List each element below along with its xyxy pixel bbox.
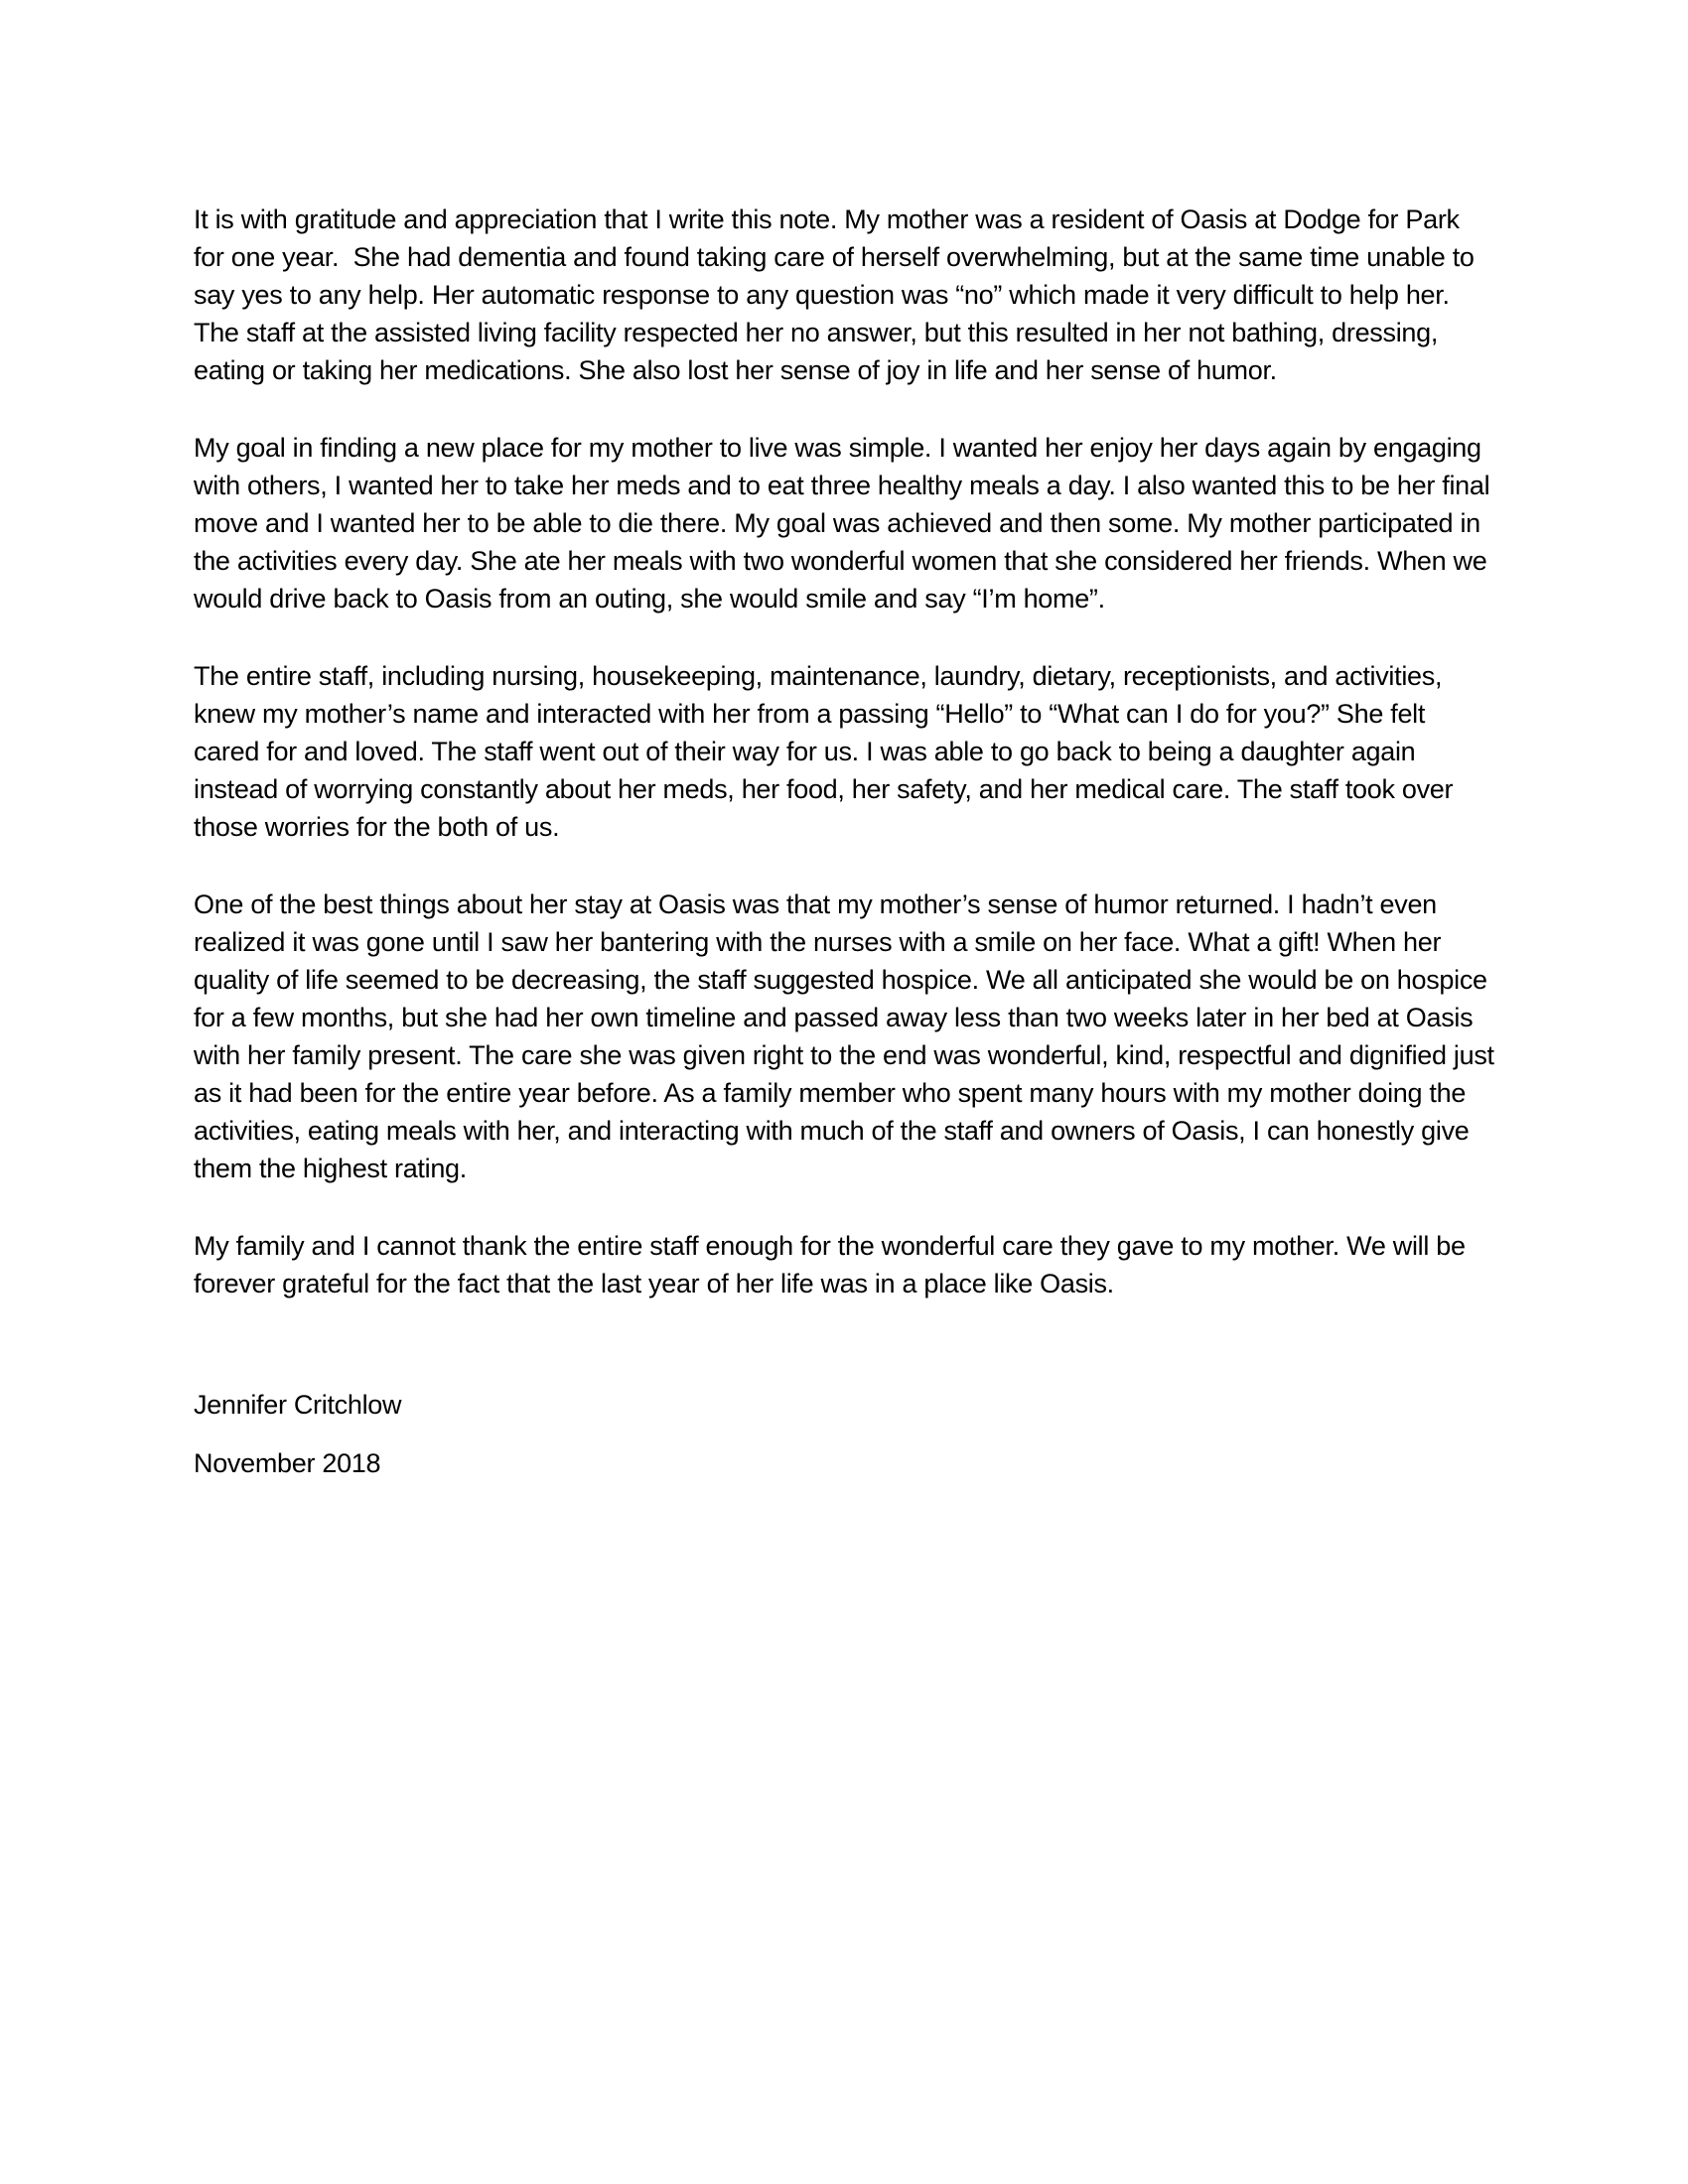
letter-paragraph-1: It is with gratitude and appreciation that I write this note. My mother was a resident of Oasis at Dodge for Park for one year. She had dementia and found taking care of herself overwhelming, but at the same time unable to say yes to any help. Her automatic response to any question was “no” which made it very difficult to help her. The staff at the assisted living facility respected her no answer, but this resulted in her not bathing, dressing, eating or taking her medications. She also lost her sense of joy in life and her sense of humor. [194, 205, 1481, 385]
letter-paragraph-3: The entire staff, including nursing, housekeeping, maintenance, laundry, dietary, receptionists, and activities, knew my mother’s name and interacted with her from a passing “Hello” to “What can I do for you?” She felt cared for and loved. The staff went out of their way for us. I was able to go back to being a daughter again instead of worrying constantly about her meds, her food, her safety, and her medical care. The staff took over those worries for the both of us. [194, 661, 1461, 842]
signature-name: Jennifer Critchlow [194, 1390, 402, 1420]
letter-paragraph-2: My goal in finding a new place for my mother to live was simple. I wanted her enjoy her days again by engaging with others, I wanted her to take her meds and to eat three healthy meals a day. I also wanted this to be her final move and I wanted her to be able to die there. My goal was achieved and then some. My mother participated in the activities every day. She ate her meals with two wonderful women that she considered her friends. When we would drive back to Oasis from an outing, she would smile and say “I’m home”. [194, 433, 1497, 614]
signature-date: November 2018 [194, 1448, 381, 1478]
letter-paragraph-4: One of the best things about her stay at Oasis was that my mother’s sense of humor returned. I hadn’t even realized it was gone until I saw her bantering with the nurses with a smile on her face. What a gift! When her quality of life seemed to be decreasing, the staff suggested hospice. We all anticipated she would be on hospice for a few months, but she had her own timeline and passed away less than two weeks later in her bed at Oasis with her family present. The care she was given right to the end was wonderful, kind, respectful and dignified just as it had been for the entire year before. As a family member who spent many hours with my mother doing the activities, eating meals with her, and interacting with much of the staff and owners of Oasis, I can honestly give them the highest rating. [194, 889, 1501, 1183]
letter-paragraph-5: My family and I cannot thank the entire staff enough for the wonderful care they gave to my mother. We will be forever grateful for the fact that the last year of her life was in a place like Oasis. [194, 1231, 1473, 1298]
